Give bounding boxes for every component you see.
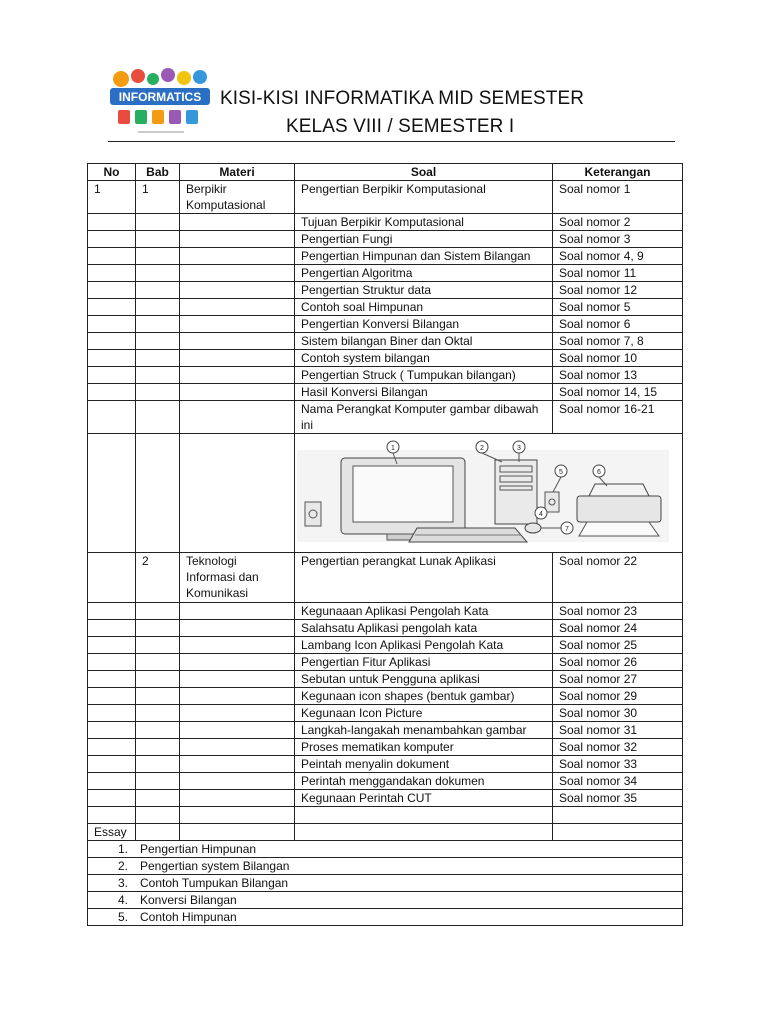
svg-text:3: 3 xyxy=(517,445,521,452)
svg-text:INFORMATICS: INFORMATICS xyxy=(118,90,202,104)
table-row: Pengertian Algoritma Soal nomor 11 xyxy=(88,265,683,282)
table-row: Lambang Icon Aplikasi Pengolah Kata Soal nomor 25 xyxy=(88,637,683,654)
essay-item: 1. Pengertian Himpunan xyxy=(88,841,683,858)
table-row: Perintah menggandakan dokumen Soal nomor 34 xyxy=(88,773,683,790)
svg-text:6: 6 xyxy=(597,469,601,476)
computer-devices-image xyxy=(297,436,677,546)
table-row: Langkah-langakah menambahkan gambar Soal nomor 31 xyxy=(88,722,683,739)
table-row: Pengertian Struktur data Soal nomor 12 xyxy=(88,282,683,299)
essay-item: 2. Pengertian system Bilangan xyxy=(88,858,683,875)
table-row: Sebutan untuk Pengguna aplikasi Soal nomor 27 xyxy=(88,671,683,688)
table-row: Proses mematikan komputer Soal nomor 32 xyxy=(88,739,683,756)
table-header-row xyxy=(88,164,683,181)
table-row: Sistem bilangan Biner dan Oktal Soal nomor 7, 8 xyxy=(88,333,683,350)
table-row: Pengertian Himpunan dan Sistem Bilangan Soal nomor 4, 9 xyxy=(88,248,683,265)
table-row: Pengertian Fungi Soal nomor 3 xyxy=(88,231,683,248)
image-row xyxy=(88,434,683,553)
speaker-right-icon xyxy=(545,492,559,512)
kisi-kisi-table xyxy=(87,163,683,926)
header-materi: Materi xyxy=(180,164,295,181)
table-row: Nama Perangkat Komputer gambar dibawah ini Soal nomor 16-21 xyxy=(88,401,683,434)
essay-item: 3. Contoh Tumpukan Bilangan xyxy=(88,875,683,892)
table-row: Kegunaaan Aplikasi Pengolah Kata Soal nomor 23 xyxy=(88,603,683,620)
table-row: Kegunaan icon shapes (bentuk gambar) Soal nomor 29 xyxy=(88,688,683,705)
table-row: 1 1 Berpikir Komputasional Pengertian Berpikir Komputasional Soal nomor 1 xyxy=(88,181,683,214)
table-row: Pengertian Konversi Bilangan Soal nomor 6 xyxy=(88,316,683,333)
essay-item: 5. Contoh Himpunan xyxy=(88,909,683,926)
essay-label-row xyxy=(88,824,683,841)
header-soal: Soal xyxy=(295,164,553,181)
document-title: KISI-KISI INFORMATIKA MID SEMESTER xyxy=(220,88,585,109)
table-row: Contoh system bilangan Soal nomor 10 xyxy=(88,350,683,367)
essay-item: 4. Konversi Bilangan xyxy=(88,892,683,909)
speaker-left-icon xyxy=(305,502,321,526)
table-row: Hasil Konversi Bilangan Soal nomor 14, 15 xyxy=(88,384,683,401)
svg-text:2: 2 xyxy=(480,445,484,452)
svg-text:4: 4 xyxy=(539,511,543,518)
keyboard-icon xyxy=(409,528,527,542)
table-row: Pengertian Struck ( Tumpukan bilangan) Soal nomor 13 xyxy=(88,367,683,384)
essay-label: Essay xyxy=(88,824,136,841)
table-row: Kegunaan Icon Picture Soal nomor 30 xyxy=(88,705,683,722)
header-divider xyxy=(108,141,675,142)
header-bab: Bab xyxy=(136,164,180,181)
document-subtitle: KELAS VIII / SEMESTER I xyxy=(286,116,515,137)
table-row: Pengertian Fitur Aplikasi Soal nomor 26 xyxy=(88,654,683,671)
cpu-tower-icon xyxy=(495,460,537,524)
table-row: Salahsatu Aplikasi pengolah kata Soal nomor 24 xyxy=(88,620,683,637)
header-no: No xyxy=(88,164,136,181)
table-row: Tujuan Berpikir Komputasional Soal nomor 2 xyxy=(88,214,683,231)
table-row: Peintah menyalin dokument Soal nomor 33 xyxy=(88,756,683,773)
svg-text:5: 5 xyxy=(559,469,563,476)
svg-text:1: 1 xyxy=(391,445,395,452)
svg-text:7: 7 xyxy=(565,526,569,533)
table-row: Contoh soal Himpunan Soal nomor 5 xyxy=(88,299,683,316)
header-keterangan: Keterangan xyxy=(553,164,683,181)
mouse-icon xyxy=(525,523,541,533)
informatics-logo xyxy=(108,66,214,136)
table-row: 2 Teknologi Informasi dan Komunikasi Pengertian perangkat Lunak Aplikasi Soal nomor 22 xyxy=(88,553,683,603)
table-row: Kegunaan Perintah CUT Soal nomor 35 xyxy=(88,790,683,807)
table-row-empty xyxy=(88,807,683,824)
